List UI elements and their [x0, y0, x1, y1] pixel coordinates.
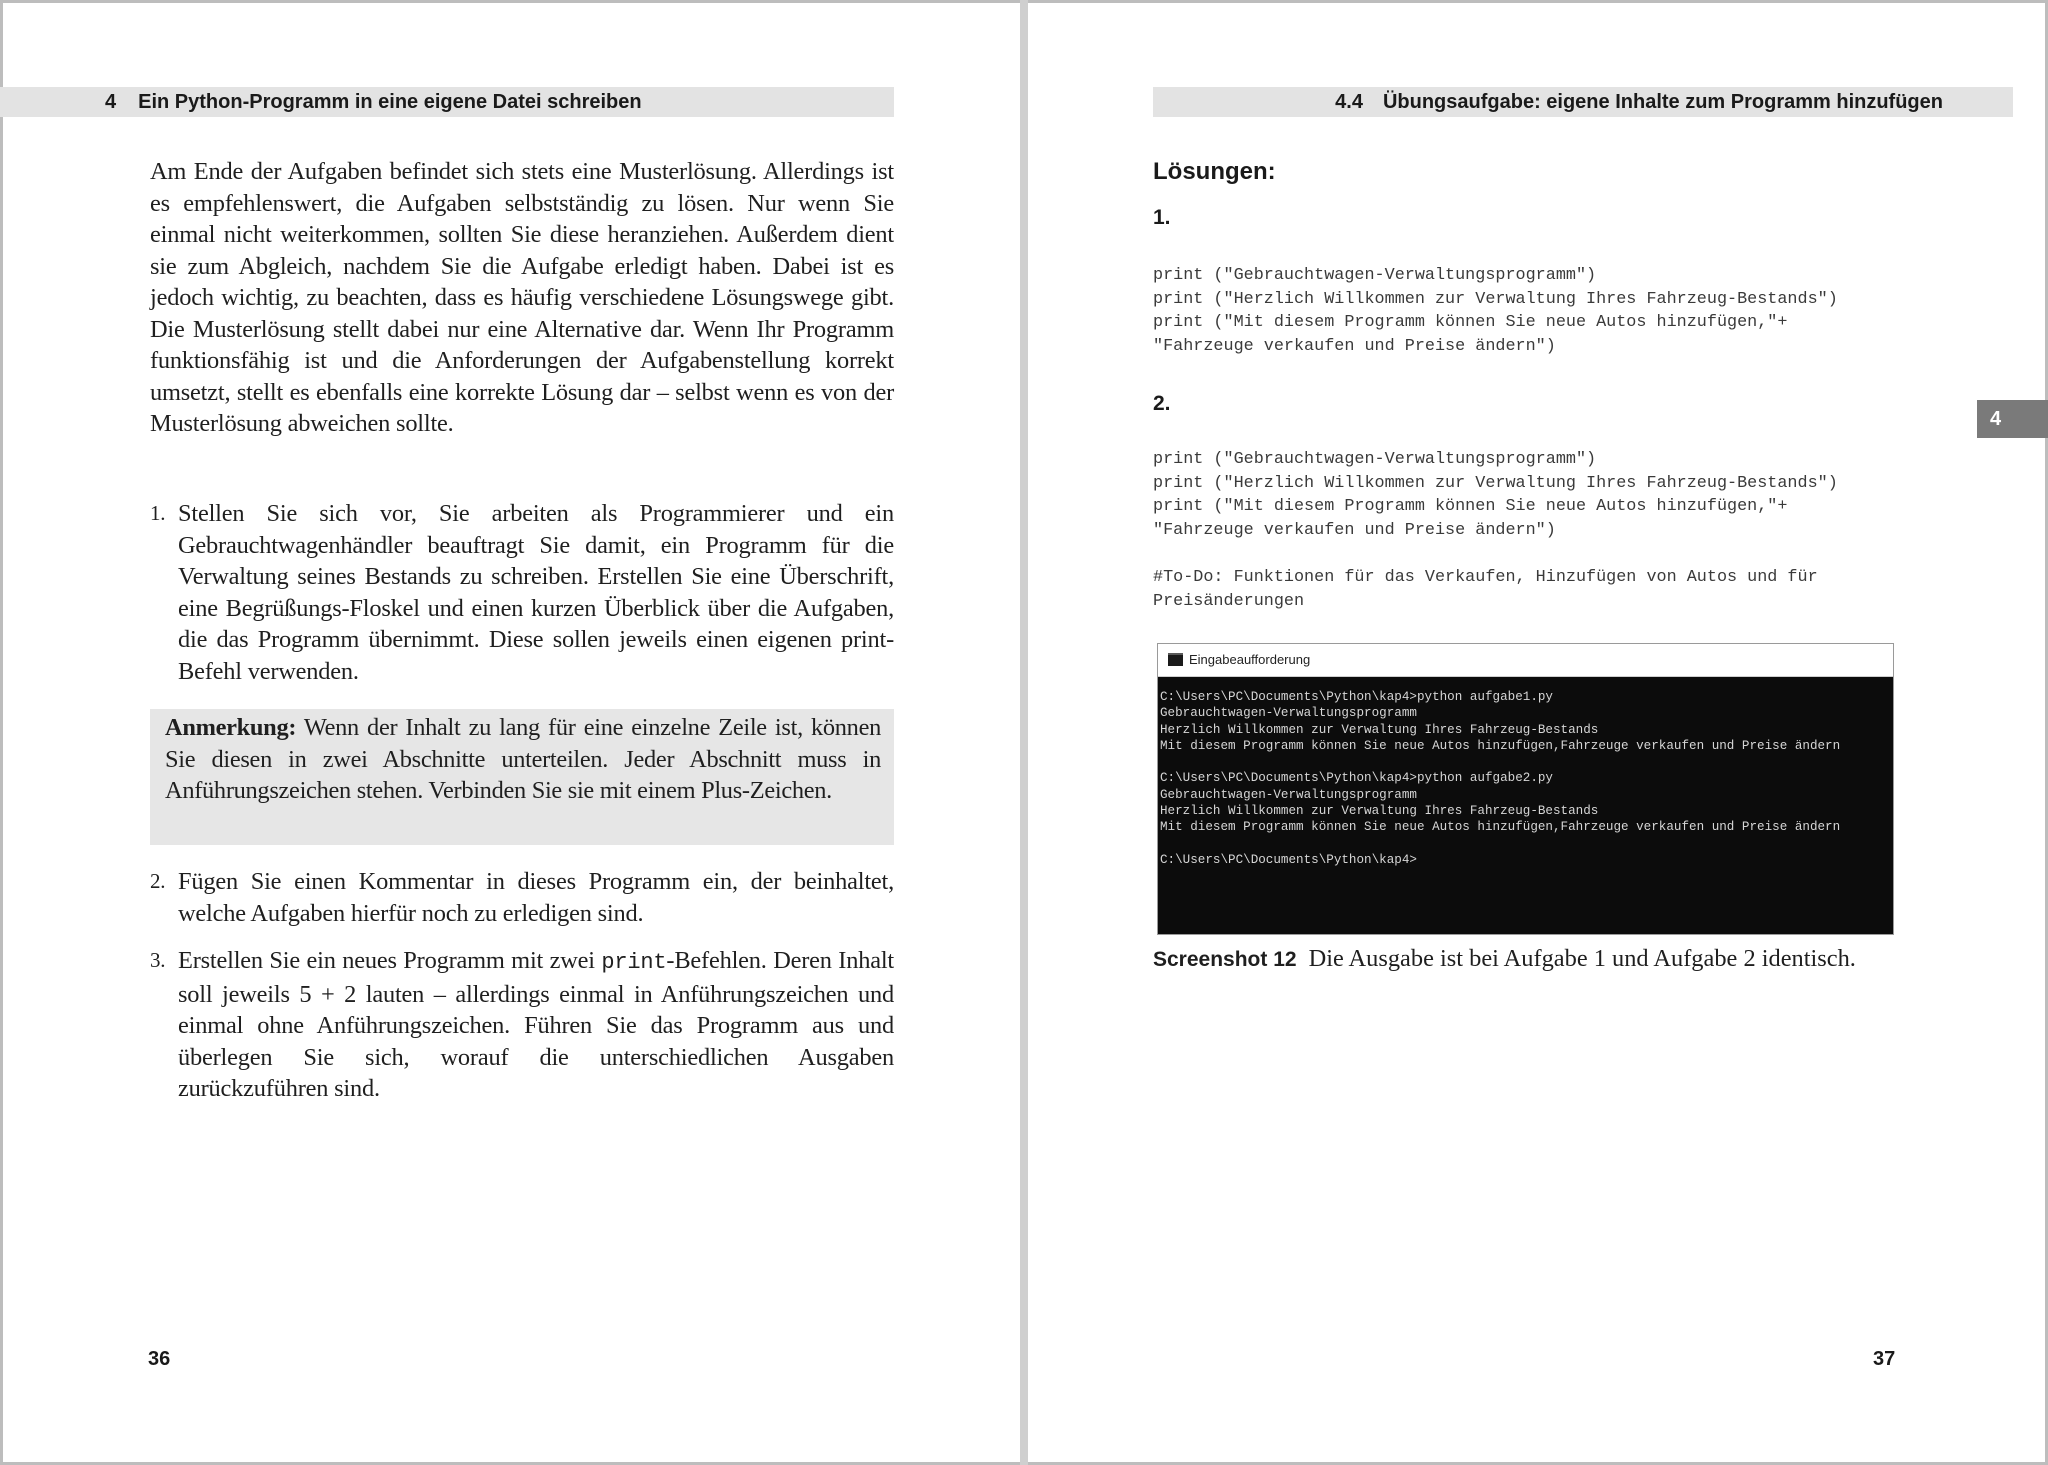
- task-text: [178, 945, 894, 1105]
- solution-2-label: 2.: [1153, 392, 1171, 415]
- console-window-title: Eingabeaufforderung: [1189, 652, 1311, 667]
- solution-1-code: print ("Gebrauchtwagen-Verwaltungsprogramm") print ("Herzlich Willkommen zur Verwaltung Ihres Fahrzeug-Bestands") print ("Mit diesem Programm können Sie neue Autos hinzufügen,"+ "Fahrzeuge verkaufen und Preise ändern"): [1153, 266, 1838, 357]
- chapter-thumb-tab: 4: [1977, 400, 2048, 438]
- inline-code: print: [601, 950, 667, 975]
- note-text: Wenn der Inhalt zu lang für eine einzelne Zeile ist, können Sie diesen in zwei Abschnitte unterteilen. Jeder Abschnitt muss in Anführungszeichen stehen. Verbinden Sie sie mit einem Plus-Zeichen.: [165, 714, 881, 804]
- caption-text: Die Ausgabe ist bei Aufgabe 1 und Aufgabe 2 identisch.: [1308, 945, 1856, 972]
- running-head-left: [0, 87, 894, 117]
- chapter-number: 4: [105, 91, 117, 113]
- task-number: 1.: [150, 501, 166, 525]
- section-number: 4.4: [1335, 91, 1363, 113]
- solution-2-code: print ("Gebrauchtwagen-Verwaltungsprogramm") print ("Herzlich Willkommen zur Verwaltung Ihres Fahrzeug-Bestands") print ("Mit diesem Programm können Sie neue Autos hinzufügen,"+ "Fahrzeuge verkaufen und Preise ändern"): [1153, 450, 1838, 541]
- console-output: C:\Users\PC\Documents\Python\kap4>python aufgabe1.py Gebrauchtwagen-Verwaltungsprogramm Herzlich Willkommen zur Verwaltung Ihres Fahrzeug-Bestands Mit diesem Programm können Sie neue Autos hinzufügen,Fahrzeuge verkaufen und Preise ändern C:\Users\PC\Documents\Python\kap4>python aufgabe2.py Gebrauchtwagen-Verwaltungsprogramm Herzlich Willkommen zur Verwaltung Ihres Fahrzeug-Bestands Mit diesem Programm können Sie neue Autos hinzufügen,Fahrzeuge verkaufen und Preise ändern C:\Users\PC\Documents\Python\kap4>: [1160, 690, 1841, 867]
- task-item-1: [150, 498, 894, 687]
- task-number: 3.: [150, 948, 166, 972]
- console-screenshot: [1157, 643, 1894, 935]
- task-text-after: -Befehlen. Deren Inhalt soll jeweils 5 + 2 lauten – allerdings einmal in Anführungszeichen und einmal ohne Anführungszeichen. Führen Sie das Programm aus und überlegen Sie sich, worauf die unterschiedlichen Ausgaben zurückzuführen sind.: [178, 947, 895, 1102]
- task-text: Stellen Sie sich vor, Sie arbeiten als Programmierer und ein Gebrauchtwagenhändler beauftragt Sie damit, ein Programm für die Verwaltung seines Bestands zu schreiben. Erstellen Sie eine Überschrift, eine Begrüßungs-Floskel und einen kurzen Überblick über die Aufgaben, die das Programm übernimmt. Diese sollen jeweils einen eigenen print-Befehl verwenden.: [178, 500, 894, 685]
- task-item-3: [150, 945, 894, 1105]
- task-text: Fügen Sie einen Kommentar in dieses Programm ein, der beinhaltet, welche Aufgaben hierfür noch zu erledigen sind.: [178, 868, 894, 927]
- console-titlebar: [1158, 644, 1893, 677]
- figure-caption: [1153, 943, 2013, 975]
- solutions-heading: Lösungen:: [1153, 158, 1276, 185]
- intro-paragraph: Am Ende der Aufgaben befindet sich stets eine Musterlösung. Allerdings ist es empfehlenswert, die Aufgaben selbstständig zu lösen. Nur wenn Sie einmal nicht weiterkommen, sollten Sie diese heranziehen. Außerdem dient sie zum Abgleich, nachdem Sie die Aufgabe erledigt haben. Dabei ist es jedoch wichtig, zu beachten, dass es häufig verschiedene Lösungswege gibt. Die Musterlösung stellt dabei nur eine Alternative dar. Wenn Ihr Programm funktionsfähig ist und die Anforderungen der Aufgabenstellung korrekt umsetzt, stellt es ebenfalls eine korrekte Lösung dar – selbst wenn es von der Musterlösung abweichen sollte.: [150, 158, 894, 437]
- task-text-before: Erstellen Sie ein neues Programm mit zwei: [178, 947, 602, 974]
- task-item-2: [150, 866, 894, 929]
- note-label: Anmerkung:: [165, 714, 297, 741]
- caption-label: Screenshot 12: [1153, 948, 1297, 971]
- solution-2-comment: #To-Do: Funktionen für das Verkaufen, Hinzufügen von Autos und für Preisänderungen: [1153, 568, 1818, 611]
- solution-1-label: 1.: [1153, 206, 1171, 229]
- page-number-right: 37: [1873, 1348, 1896, 1370]
- note-box: [150, 709, 894, 845]
- section-title: Übungsaufgabe: eigene Inhalte zum Programm hinzufügen: [1382, 91, 1943, 113]
- book-gutter: [1020, 0, 1028, 1465]
- chapter-title: Ein Python-Programm in eine eigene Datei schreiben: [138, 91, 642, 113]
- running-head-right: [1153, 87, 2013, 117]
- task-number: 2.: [150, 869, 166, 893]
- page-number-left: 36: [148, 1348, 171, 1370]
- command-prompt-icon: [1168, 653, 1183, 666]
